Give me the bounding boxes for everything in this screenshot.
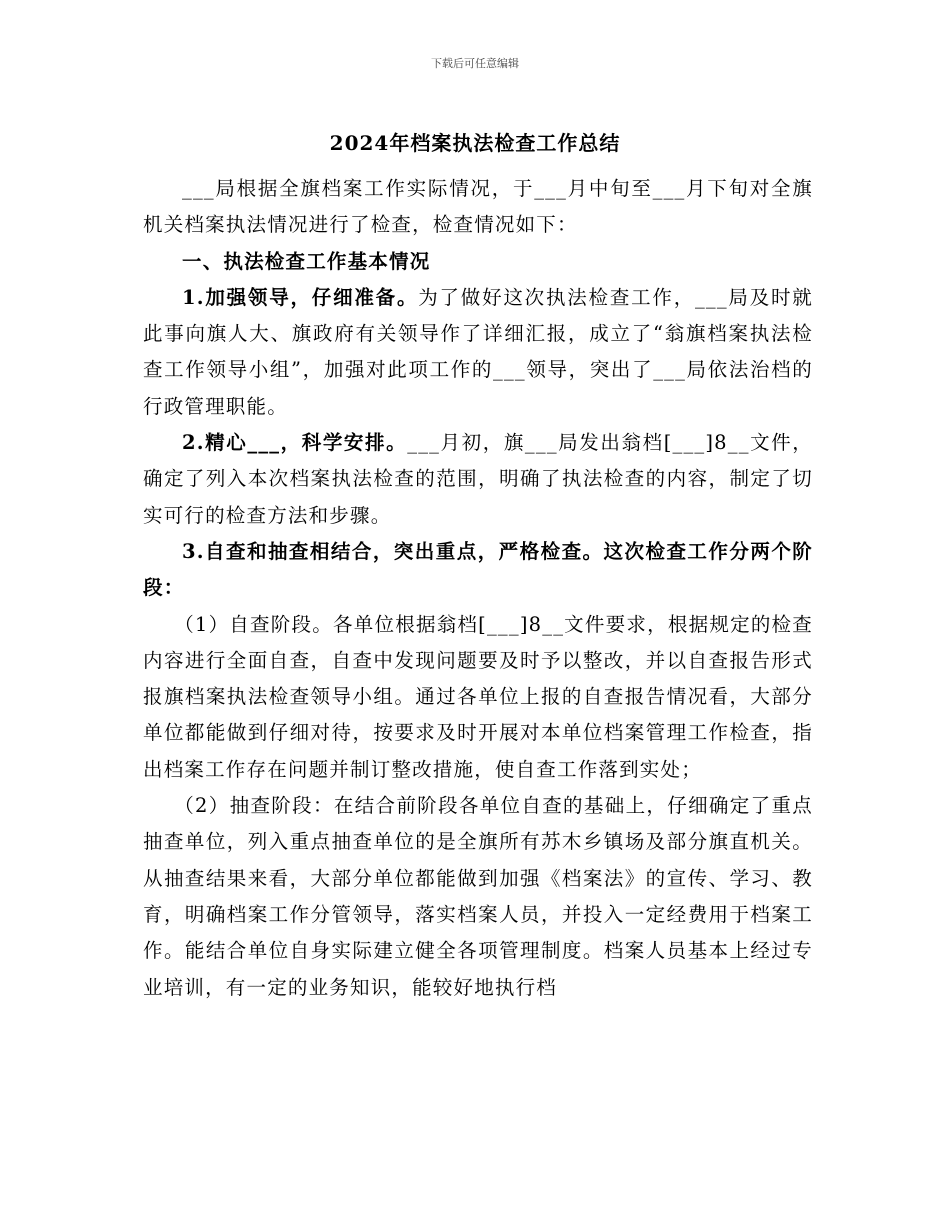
item-1-lead: 1.加强领导，仔细准备。 (182, 285, 419, 309)
document-body (143, 171, 813, 1006)
document-title: 2024年档案执法检查工作总结 (329, 131, 621, 155)
item-2-lead: 2.精心___，科学安排。 (182, 431, 408, 455)
self-check-text: （1）自查阶段。各单位根据翁档[___]8__文件要求，根据规定的检查内容进行全面自查，自查中发现问题要及时予以整改，并以自查报告形式报旗档案执法检查领导小组。通过各单位上报的自查报告情况看，大部分单位都能做到仔细对待，按要求及时开展对本单位档案管理工作检查，指出档案工作存在问题并制订整改措施，使自查工作落到实处； (143, 612, 813, 781)
section-heading (143, 244, 813, 280)
item-2-text: ___月初，旗___局发出翁档[___]8__文件，确定了列入本次档案执法检查的范围，明确了执法检查的内容，制定了切实可行的检查方法和步骤。 (143, 431, 813, 527)
item-2-paragraph (143, 425, 813, 534)
intro-paragraph (143, 171, 813, 244)
spot-check-text: （2）抽查阶段：在结合前阶段各单位自查的基础上，仔细确定了重点抽查单位，列入重点抽查单位的是全旗所有苏木乡镇场及部分旗直机关。从抽查结果来看，大部分单位都能做到加强《档案法》的宣传、学习、教育，明确档案工作分管领导，落实档案人员，并投入一定经费用于档案工作。能结合单位自身实际建立健全各项管理制度。档案人员基本上经过专业培训，有一定的业务知识，能较好地执行档 (143, 794, 813, 999)
header-note: 下载后可任意编辑 (431, 57, 519, 70)
paragraph-text: ___局根据全旗档案工作实际情况，于___月中旬至___月下旬对全旗机关档案执法情况进行了检查，检查情况如下： (143, 177, 813, 237)
item-1-paragraph (143, 280, 813, 425)
item-3-text: 3.自查和抽查相结合，突出重点，严格检查。这次检查工作分两个阶段： (143, 539, 813, 600)
spot-check-paragraph (143, 788, 813, 1006)
self-check-paragraph (143, 607, 813, 788)
item-3-heading (143, 534, 813, 607)
item-1-text: 为了做好这次执法检查工作，___局及时就此事向旗人大、旗政府有关领导作了详细汇报，成立了“翁旗档案执法检查工作领导小组”，加强对此项工作的___领导，突出了___局依法治档的行政管理职能。 (143, 285, 813, 418)
heading-text: 一、执法检查工作基本情况 (182, 249, 431, 273)
